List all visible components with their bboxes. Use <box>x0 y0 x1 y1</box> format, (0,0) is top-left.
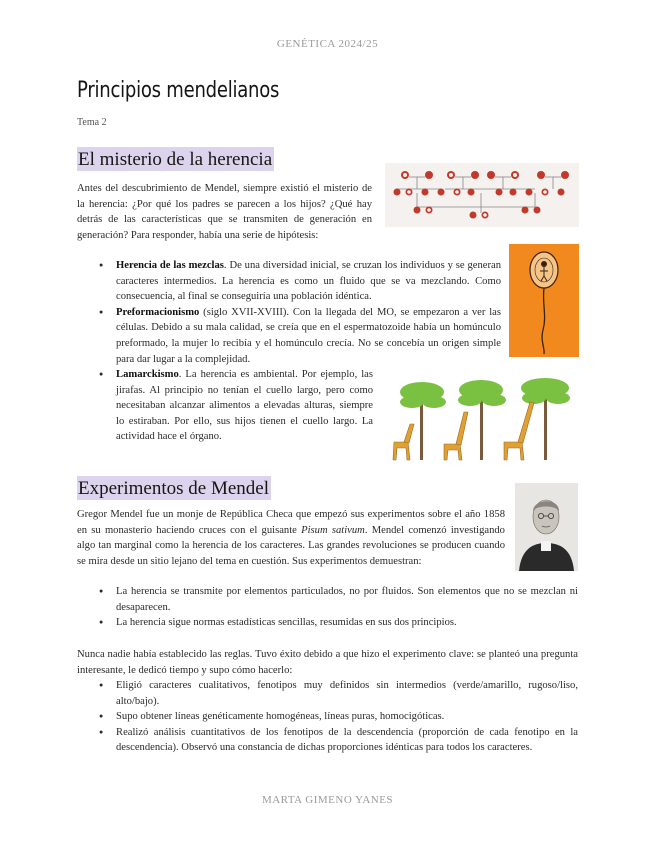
mendel-method-list <box>96 678 578 756</box>
list-item: ● Preformacionismo (siglo XVII-XVIII). Con la llegada del MO, se empezaron a ver las células. Debido a su mala calidad, se creía que en el espermatozoide había un homúnculo preformado, la mujer lo recibía y el homúnculo crecía. No se concebía un origen simple para dar lugar a la complejidad. <box>96 305 501 367</box>
page-header: GENÉTICA 2024/25 <box>276 38 379 50</box>
section-heading-experimentos: Experimentos de Mendel <box>78 478 270 499</box>
page-footer: MARTA GIMENO YANES <box>261 794 394 806</box>
section-heading-herencia: El misterio de la herencia <box>78 149 273 170</box>
list-item: ● Eligió caracteres cualitativos, fenotipos muy definidos sin intermedios (verde/amarillo, rugoso/liso, alto/bajo). <box>96 678 578 709</box>
page-title: Principios mendelianos <box>77 78 280 103</box>
hypothesis-list-part2 <box>96 367 373 445</box>
hypothesis-list-part1 <box>96 258 501 367</box>
list-item: ● Supo obtener líneas genéticamente homogéneas, líneas puras, homocigóticas. <box>96 709 578 725</box>
list-item: ● Realizó análisis cuantitativos de los fenotipos de la descendencia (proporción de cada fenotipo en la descendencia). Observó una constancia de dichas proporciones idénticas para todos los caracteres. <box>96 725 578 756</box>
list-item: ● Herencia de las mezclas. De una diversidad inicial, se cruzan los individuos y se generan caracteres intermedios. La herencia es como un fluido que se va mezclando. Como consecuencia, al final se conseguiría una población idéntica. <box>96 258 501 305</box>
section2-para2: Nunca nadie había establecido las reglas. Tuvo éxito debido a que hizo el experimento clave: se planteó una pregunta interesante, le dedicó tiempo y supo cómo hacerlo: <box>77 649 578 676</box>
list-item: ● La herencia se transmite por elementos particulados, no por fluidos. Son elementos que no se mezclan ni desaparecen. <box>96 584 578 615</box>
species-name: Pisum sativum <box>301 524 365 536</box>
page-subtitle: Tema 2 <box>77 117 107 128</box>
section1-intro: Antes del descubrimiento de Mendel, siempre existió el misterio de la herencia: ¿Por qué los padres se parecen a los hijos? ¿Qué hay detrás de las características que se transmiten de generación en generación? Para responder, había una serie de hipótesis: <box>77 183 372 241</box>
section2-intro: Gregor Mendel fue un monje de República Checa que empezó sus experimentos sobre el año 1858 en su monasterio haciendo cruces con el guisante Pisum sativum. Mendel comenzó investigando algo tan marginal como la herencia de los caracteres. Las grandes revoluciones se producen cuando se mira desde un sitio lejano del tema en cuestión. Sus experimentos demuestran: <box>77 509 505 567</box>
experiments-list <box>96 584 578 631</box>
list-item: ● Lamarckismo. La herencia es ambiental. Por ejemplo, las jirafas. Al principio no tenían el cuello largo, pero como necesitaban alcanzar alimentos a elevadas alturas, siempre lo estiraban. Por ello, sus hijos tienen el cuello largo. La actividad hace el órgano. <box>96 367 373 445</box>
homunculus-sperm-image <box>509 244 579 357</box>
mendel-portrait-image <box>515 483 578 571</box>
lamarck-giraffes-image <box>384 372 579 464</box>
pedigree-chart-image <box>385 163 579 227</box>
list-item: ● La herencia sigue normas estadísticas sencillas, resumidas en sus dos principios. <box>96 615 578 631</box>
